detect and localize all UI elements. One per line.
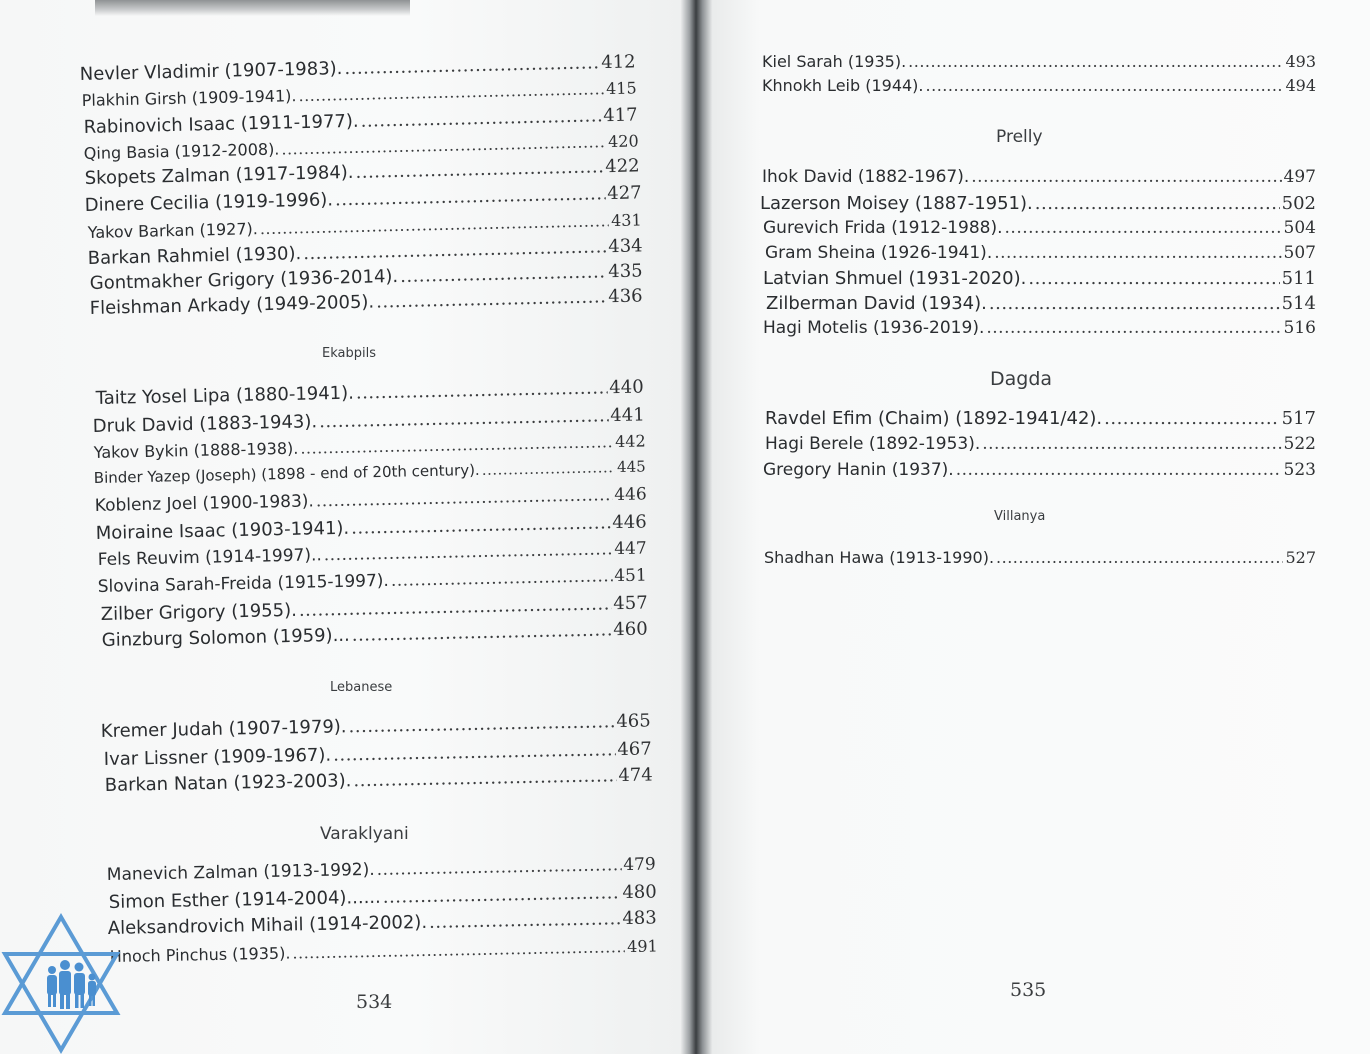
- entry-page: 412: [601, 51, 636, 74]
- leader-dots: [908, 52, 1283, 71]
- entry-name: Hagi Motelis (1936-2019).: [763, 318, 985, 338]
- entry-page: 440: [609, 376, 644, 399]
- page-number-right: 535: [1010, 979, 1047, 1001]
- section-heading-prelly: Prelly: [996, 127, 1043, 147]
- entry-name: Simon Esther (1914-2004)......: [108, 886, 381, 913]
- entry-name: Ivar Lissner (1909-1967).: [103, 744, 332, 770]
- toc-entry: [762, 52, 1316, 71]
- toc-entry: [764, 548, 1316, 567]
- entry-name: Latvian Shmuel (1931-2020).: [763, 268, 1027, 289]
- entry-name: Kremer Judah (1907-1979).: [100, 716, 347, 742]
- right-page: [708, 0, 1370, 1054]
- entry-page: 502: [1281, 193, 1316, 214]
- entry-page: 511: [1281, 268, 1316, 289]
- leader-dots: [1005, 218, 1282, 238]
- toc-entry: [763, 218, 1316, 238]
- entry-name: Dinere Cecilia (1919-1996).: [84, 189, 334, 216]
- leader-dots: [926, 76, 1284, 95]
- entry-page: 507: [1283, 243, 1316, 263]
- leader-dots: [986, 318, 1281, 338]
- star-of-david-family-icon: [0, 913, 122, 1054]
- leader-dots: [994, 243, 1281, 263]
- entry-name: Barkan Natan (1923-2003).: [104, 770, 352, 796]
- toc-entry: [762, 76, 1316, 95]
- entry-name: Yakov Bykin (1888-1938).: [93, 438, 299, 462]
- leader-dots: [429, 908, 621, 933]
- leader-dots: [996, 548, 1283, 567]
- entry-name: Qing Basia (1912-2008).: [83, 139, 280, 163]
- section-heading-dagda: Dagda: [990, 368, 1053, 390]
- entry-name: Lazerson Moisey (1887-1951).: [760, 193, 1033, 214]
- entry-name: Moiraine Isaac (1903-1941).: [95, 517, 350, 544]
- leader-dots: [956, 460, 1282, 480]
- entry-name: Skopets Zalman (1917-1984).: [84, 161, 354, 189]
- leader-dots: [982, 434, 1281, 454]
- leader-dots: [482, 458, 616, 479]
- entry-page: 483: [622, 907, 657, 930]
- entry-name: Khnokh Leib (1944).: [762, 76, 924, 95]
- entry-page: 445: [616, 457, 646, 477]
- entry-page: 480: [622, 881, 657, 904]
- entry-page: 474: [618, 764, 653, 787]
- entry-name: Plakhin Girsh (1909-1941).: [81, 86, 297, 110]
- entry-page: 467: [617, 738, 652, 761]
- entry-page: 516: [1283, 318, 1316, 338]
- entry-page: 494: [1285, 76, 1316, 95]
- toc-entry: [763, 460, 1316, 480]
- entry-page: 460: [613, 618, 648, 641]
- entry-page: 435: [608, 260, 643, 283]
- entry-name: Ravdel Efim (Chaim) (1892-1941/42).: [765, 408, 1103, 429]
- entry-name: Ihok David (1882-1967).: [762, 167, 970, 187]
- leader-dots: [989, 293, 1280, 314]
- leader-dots: [1028, 268, 1279, 289]
- entry-page: 465: [616, 710, 651, 733]
- toc-entry: [766, 293, 1316, 314]
- leader-dots: [1104, 408, 1280, 429]
- section-heading-varaklyani: Varaklyani: [320, 824, 409, 844]
- entry-page: 447: [614, 538, 647, 560]
- page-number-left: 534: [356, 991, 393, 1013]
- entry-name: Druk David (1883-1943).: [92, 411, 318, 437]
- toc-entry: [763, 318, 1316, 338]
- entry-name: Zilberman David (1934).: [766, 293, 987, 314]
- entry-page: 415: [605, 78, 637, 99]
- entry-name: Ginzburg Solomon (1959)...: [101, 624, 350, 651]
- entry-page: 497: [1283, 167, 1316, 187]
- entry-name: Kiel Sarah (1935).: [762, 52, 907, 71]
- entry-name: Shadhan Hawa (1913-1990).: [764, 548, 995, 567]
- entry-page: 451: [614, 565, 647, 587]
- toc-entry: [765, 434, 1316, 454]
- entry-name: Yakov Barkan (1927).: [87, 219, 259, 242]
- entry-name: Binder Yazep (Joseph) (1898 - end of 20th century).: [93, 460, 480, 487]
- entry-name: Gurevich Frida (1912-1988).: [763, 218, 1003, 238]
- entry-page: 517: [1281, 408, 1316, 429]
- entry-page: 436: [608, 285, 643, 308]
- entry-name: Gram Sheina (1926-1941).: [765, 243, 993, 263]
- entry-page: 446: [612, 511, 647, 534]
- entry-page: 441: [610, 404, 645, 427]
- toc-entry: [763, 268, 1316, 289]
- entry-name: Zilber Grigory (1955).: [100, 599, 298, 625]
- leader-dots: [1035, 193, 1280, 214]
- entry-name: Gontmakher Grigory (1936-2014).: [89, 266, 399, 294]
- entry-page: 493: [1285, 52, 1316, 71]
- toc-entry: [762, 167, 1316, 187]
- entry-name: Barkan Rahmiel (1930).: [87, 243, 302, 269]
- book-gutter: [680, 0, 712, 1054]
- section-heading-lebanese: Lebanese: [330, 680, 393, 695]
- entry-page: 523: [1283, 460, 1316, 480]
- entry-page: 479: [623, 854, 656, 876]
- entry-page: 504: [1283, 218, 1316, 238]
- entry-page: 431: [610, 210, 642, 231]
- entry-name: Taitz Yosel Lipa (1880-1941).: [95, 382, 355, 409]
- entry-page: 434: [608, 235, 643, 258]
- entry-name: Nevler Vladimir (1907-1983).: [79, 58, 343, 85]
- entry-name: Manevich Zalman (1913-1992).: [106, 859, 375, 885]
- toc-entry: [765, 408, 1316, 429]
- entry-page: 522: [1283, 434, 1316, 454]
- leader-dots: [971, 167, 1281, 187]
- entry-name: Aleksandrovich Mihail (1914-2002).: [107, 911, 428, 939]
- entry-name: Gregory Hanin (1937).: [763, 460, 954, 480]
- entry-page: 427: [607, 182, 642, 205]
- toc-entry: [760, 193, 1316, 214]
- entry-page: 446: [614, 484, 647, 506]
- entry-name: Koblenz Joel (1900-1983).: [94, 491, 315, 516]
- entry-page: 527: [1285, 548, 1316, 567]
- entry-page: 442: [614, 431, 646, 452]
- entry-name: Rabinovich Isaac (1911-1977).: [83, 110, 359, 138]
- entry-page: 514: [1281, 293, 1316, 314]
- section-heading-ekabpils: Ekabpils: [322, 346, 376, 361]
- entry-page: 491: [626, 936, 658, 957]
- entry-name: Slovina Sarah-Freida (1915-1997).: [97, 570, 390, 597]
- entry-name: Fleishman Arkady (1949-2005).: [89, 291, 375, 319]
- scan-shadow: [95, 0, 410, 16]
- entry-page: 422: [605, 155, 640, 178]
- entry-name: Hnoch Pinchus (1935).: [109, 943, 291, 966]
- entry-page: 457: [613, 592, 648, 615]
- section-heading-villanya: Villanya: [994, 509, 1046, 524]
- entry-page: 417: [603, 104, 638, 127]
- entry-name: Hagi Berele (1892-1953).: [765, 434, 981, 454]
- entry-page: 420: [607, 131, 639, 152]
- entry-name: Fels Reuvim (1914-1997)..: [97, 545, 323, 570]
- toc-entry: [765, 243, 1316, 263]
